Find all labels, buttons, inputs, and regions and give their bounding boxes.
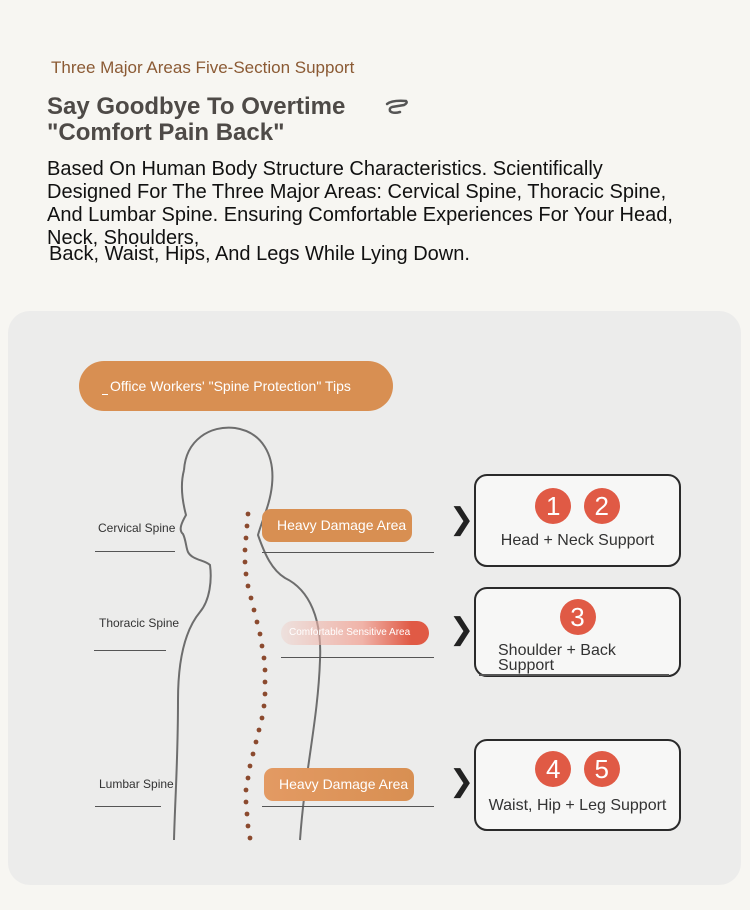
section-badge: 1 xyxy=(535,488,571,524)
badge-group xyxy=(476,488,679,524)
chevron-right-icon: ❯ xyxy=(449,765,475,798)
support-text-line: Support xyxy=(498,657,555,674)
label-underline xyxy=(95,551,175,552)
heavy-damage-tag-cervical: Heavy Damage Area xyxy=(262,509,412,542)
label-underline xyxy=(94,650,166,651)
tag-underline xyxy=(262,552,434,553)
cervical-spine-label: Cervical Spine xyxy=(98,521,176,535)
comfortable-sensitive-tag: Comfortable Sensitive Area xyxy=(281,621,429,645)
headline-line-2: "Comfort Pain Back" xyxy=(47,119,285,146)
description-line: Based On Human Body Structure Characteristics. Scientifically xyxy=(47,158,603,180)
headline-line-1: Say Goodbye To Overtime xyxy=(47,93,346,120)
card-shadow-line xyxy=(479,674,669,676)
support-card-waist-hip-leg xyxy=(474,739,681,831)
description-line: Designed For The Three Major Areas: Cervical Spine, Thoracic Spine, xyxy=(47,181,667,203)
chevron-right-icon: ❯ xyxy=(449,503,475,536)
tips-pill: Office Workers' "Spine Protection" Tips xyxy=(79,361,393,411)
badge-group xyxy=(476,751,679,787)
chevron-right-icon: ❯ xyxy=(449,613,475,646)
support-text xyxy=(476,643,679,673)
tag-underline xyxy=(281,657,434,658)
tag-underline xyxy=(262,806,434,807)
label-underline xyxy=(95,806,161,807)
support-text-line: Shoulder + Back xyxy=(498,642,616,659)
heavy-damage-tag-lumbar: Heavy Damage Area xyxy=(264,768,414,801)
thoracic-spine-label: Thoracic Spine xyxy=(99,616,180,630)
section-badge: 2 xyxy=(584,488,620,524)
support-card-head-neck xyxy=(474,474,681,567)
support-card-shoulder-back xyxy=(474,587,681,677)
badge-group xyxy=(476,599,679,635)
description-line: Neck, Shoulders, xyxy=(47,227,200,249)
lumbar-spine-label: Lumbar Spine xyxy=(99,777,174,791)
section-badge: 5 xyxy=(584,751,620,787)
section-badge: 3 xyxy=(560,599,596,635)
subtitle: Three Major Areas Five-Section Support xyxy=(51,58,355,77)
description-line: And Lumbar Spine. Ensuring Comfortable Experiences For Your Head, xyxy=(47,204,673,226)
support-text: Waist, Hip + Leg Support xyxy=(488,797,667,814)
section-badge: 4 xyxy=(535,751,571,787)
support-text: Head + Neck Support xyxy=(500,532,655,549)
description-last-line: Back, Waist, Hips, And Legs While Lying Down. xyxy=(49,243,470,265)
